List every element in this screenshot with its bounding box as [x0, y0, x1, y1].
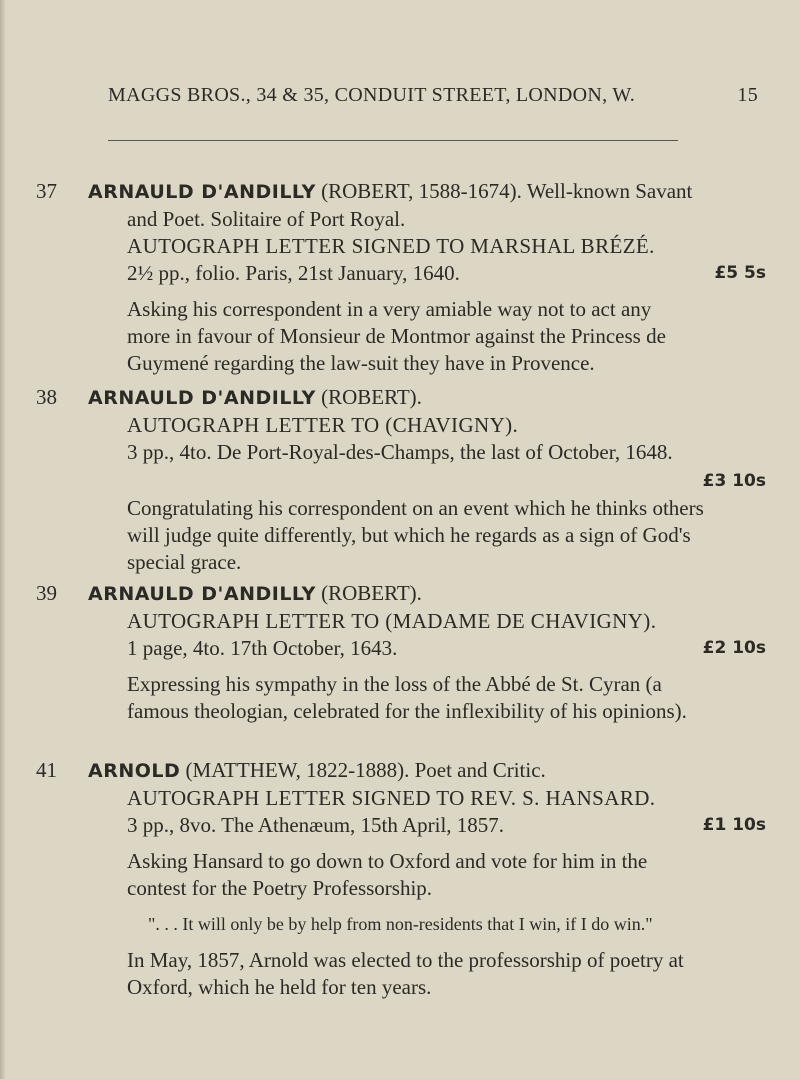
entry-heading-rest: (MATTHEW, 1822-1888). Poet and Critic. — [185, 758, 546, 782]
entry-item-title: AUTOGRAPH LETTER SIGNED TO REV. S. HANSARD. — [127, 786, 656, 810]
entry-description-line: special grace. — [127, 550, 242, 574]
entry-item-title: AUTOGRAPH LETTER TO (CHAVIGNY). — [127, 413, 519, 437]
entry-heading — [36, 178, 776, 206]
entry-details-line — [36, 635, 776, 662]
entry-heading-rest: (ROBERT, 1588-1674). Well-known Savant — [321, 179, 693, 203]
entry-heading — [36, 580, 776, 608]
entry-quote: ". . . It will only be by help from non-residents that I win, if I do win." — [148, 914, 653, 934]
entry-details: 2½ pp., folio. Paris, 21st January, 1640. — [127, 261, 460, 285]
catalogue-entry-41 — [36, 757, 776, 1001]
entry-description-line: contest for the Poetry Professorship. — [127, 876, 433, 900]
header-publisher: MAGGS BROS., 34 & 35, CONDUIT STREET, LONDON, W. — [108, 84, 636, 106]
entry-details: 3 pp., 8vo. The Athenæum, 15th April, 1857. — [127, 813, 505, 837]
entry-note-line: In May, 1857, Arnold was elected to the professorship of poetry at — [127, 948, 684, 972]
running-header — [108, 84, 758, 107]
entry-name: ARNAULD D'ANDILLY — [88, 387, 316, 409]
entry-price: £1 10s — [702, 815, 766, 835]
entry-details: 1 page, 4to. 17th October, 1643. — [127, 636, 398, 660]
entry-name: ARNAULD D'ANDILLY — [88, 583, 316, 605]
header-page-number: 15 — [737, 84, 758, 106]
entry-description-line: Asking his correspondent in a very amiable way not to act any — [127, 297, 652, 321]
entry-number: 41 — [36, 758, 57, 782]
entry-description-line: famous theologian, celebrated for the inflexibility of his opinions). — [127, 699, 687, 723]
entry-number: 38 — [36, 385, 57, 409]
entry-description-line: Asking Hansard to go down to Oxford and vote for him in the — [127, 849, 648, 873]
entry-price: £5 5s — [714, 263, 766, 283]
entry-name: ARNAULD D'ANDILLY — [88, 181, 316, 203]
entry-heading-rest: (ROBERT). — [321, 581, 422, 605]
catalogue-entry-39 — [36, 580, 776, 725]
entry-item-title: AUTOGRAPH LETTER SIGNED TO MARSHAL BRÉZÉ. — [127, 234, 655, 258]
page-edge-shadow — [0, 0, 6, 1079]
entry-note-line: Oxford, which he held for ten years. — [127, 975, 432, 999]
entry-description-line: more in favour of Monsieur de Montmor against the Princess de — [127, 324, 666, 348]
entry-description-line: Guymené regarding the law-suit they have in Provence. — [127, 351, 595, 375]
entry-number: 39 — [36, 581, 57, 605]
header-rule — [108, 140, 678, 141]
entry-price-line — [36, 466, 776, 495]
entry-price: £2 10s — [702, 638, 766, 658]
entry-details-line — [36, 812, 776, 839]
entry-heading — [36, 757, 776, 785]
entry-description-line: Congratulating his correspondent on an event which he thinks others — [127, 496, 704, 520]
entry-number: 37 — [36, 179, 57, 203]
entry-name: ARNOLD — [88, 760, 181, 782]
entry-price: £3 10s — [702, 471, 766, 491]
entry-heading-rest: (ROBERT). — [321, 385, 422, 409]
entry-item-title: AUTOGRAPH LETTER TO (MADAME DE CHAVIGNY). — [127, 609, 657, 633]
entry-heading — [36, 384, 776, 412]
catalogue-entry-37 — [36, 178, 776, 377]
catalogue-entry-38 — [36, 384, 776, 576]
entry-description-line: Expressing his sympathy in the loss of the Abbé de St. Cyran (a — [127, 672, 662, 696]
entry-details-line — [36, 260, 776, 287]
entry-description-line: will judge quite differently, but which he regards as a sign of God's — [127, 523, 691, 547]
entry-heading-continued: and Poet. Solitaire of Port Royal. — [127, 207, 406, 231]
entry-details: 3 pp., 4to. De Port-Royal-des-Champs, the last of October, 1648. — [127, 440, 673, 464]
